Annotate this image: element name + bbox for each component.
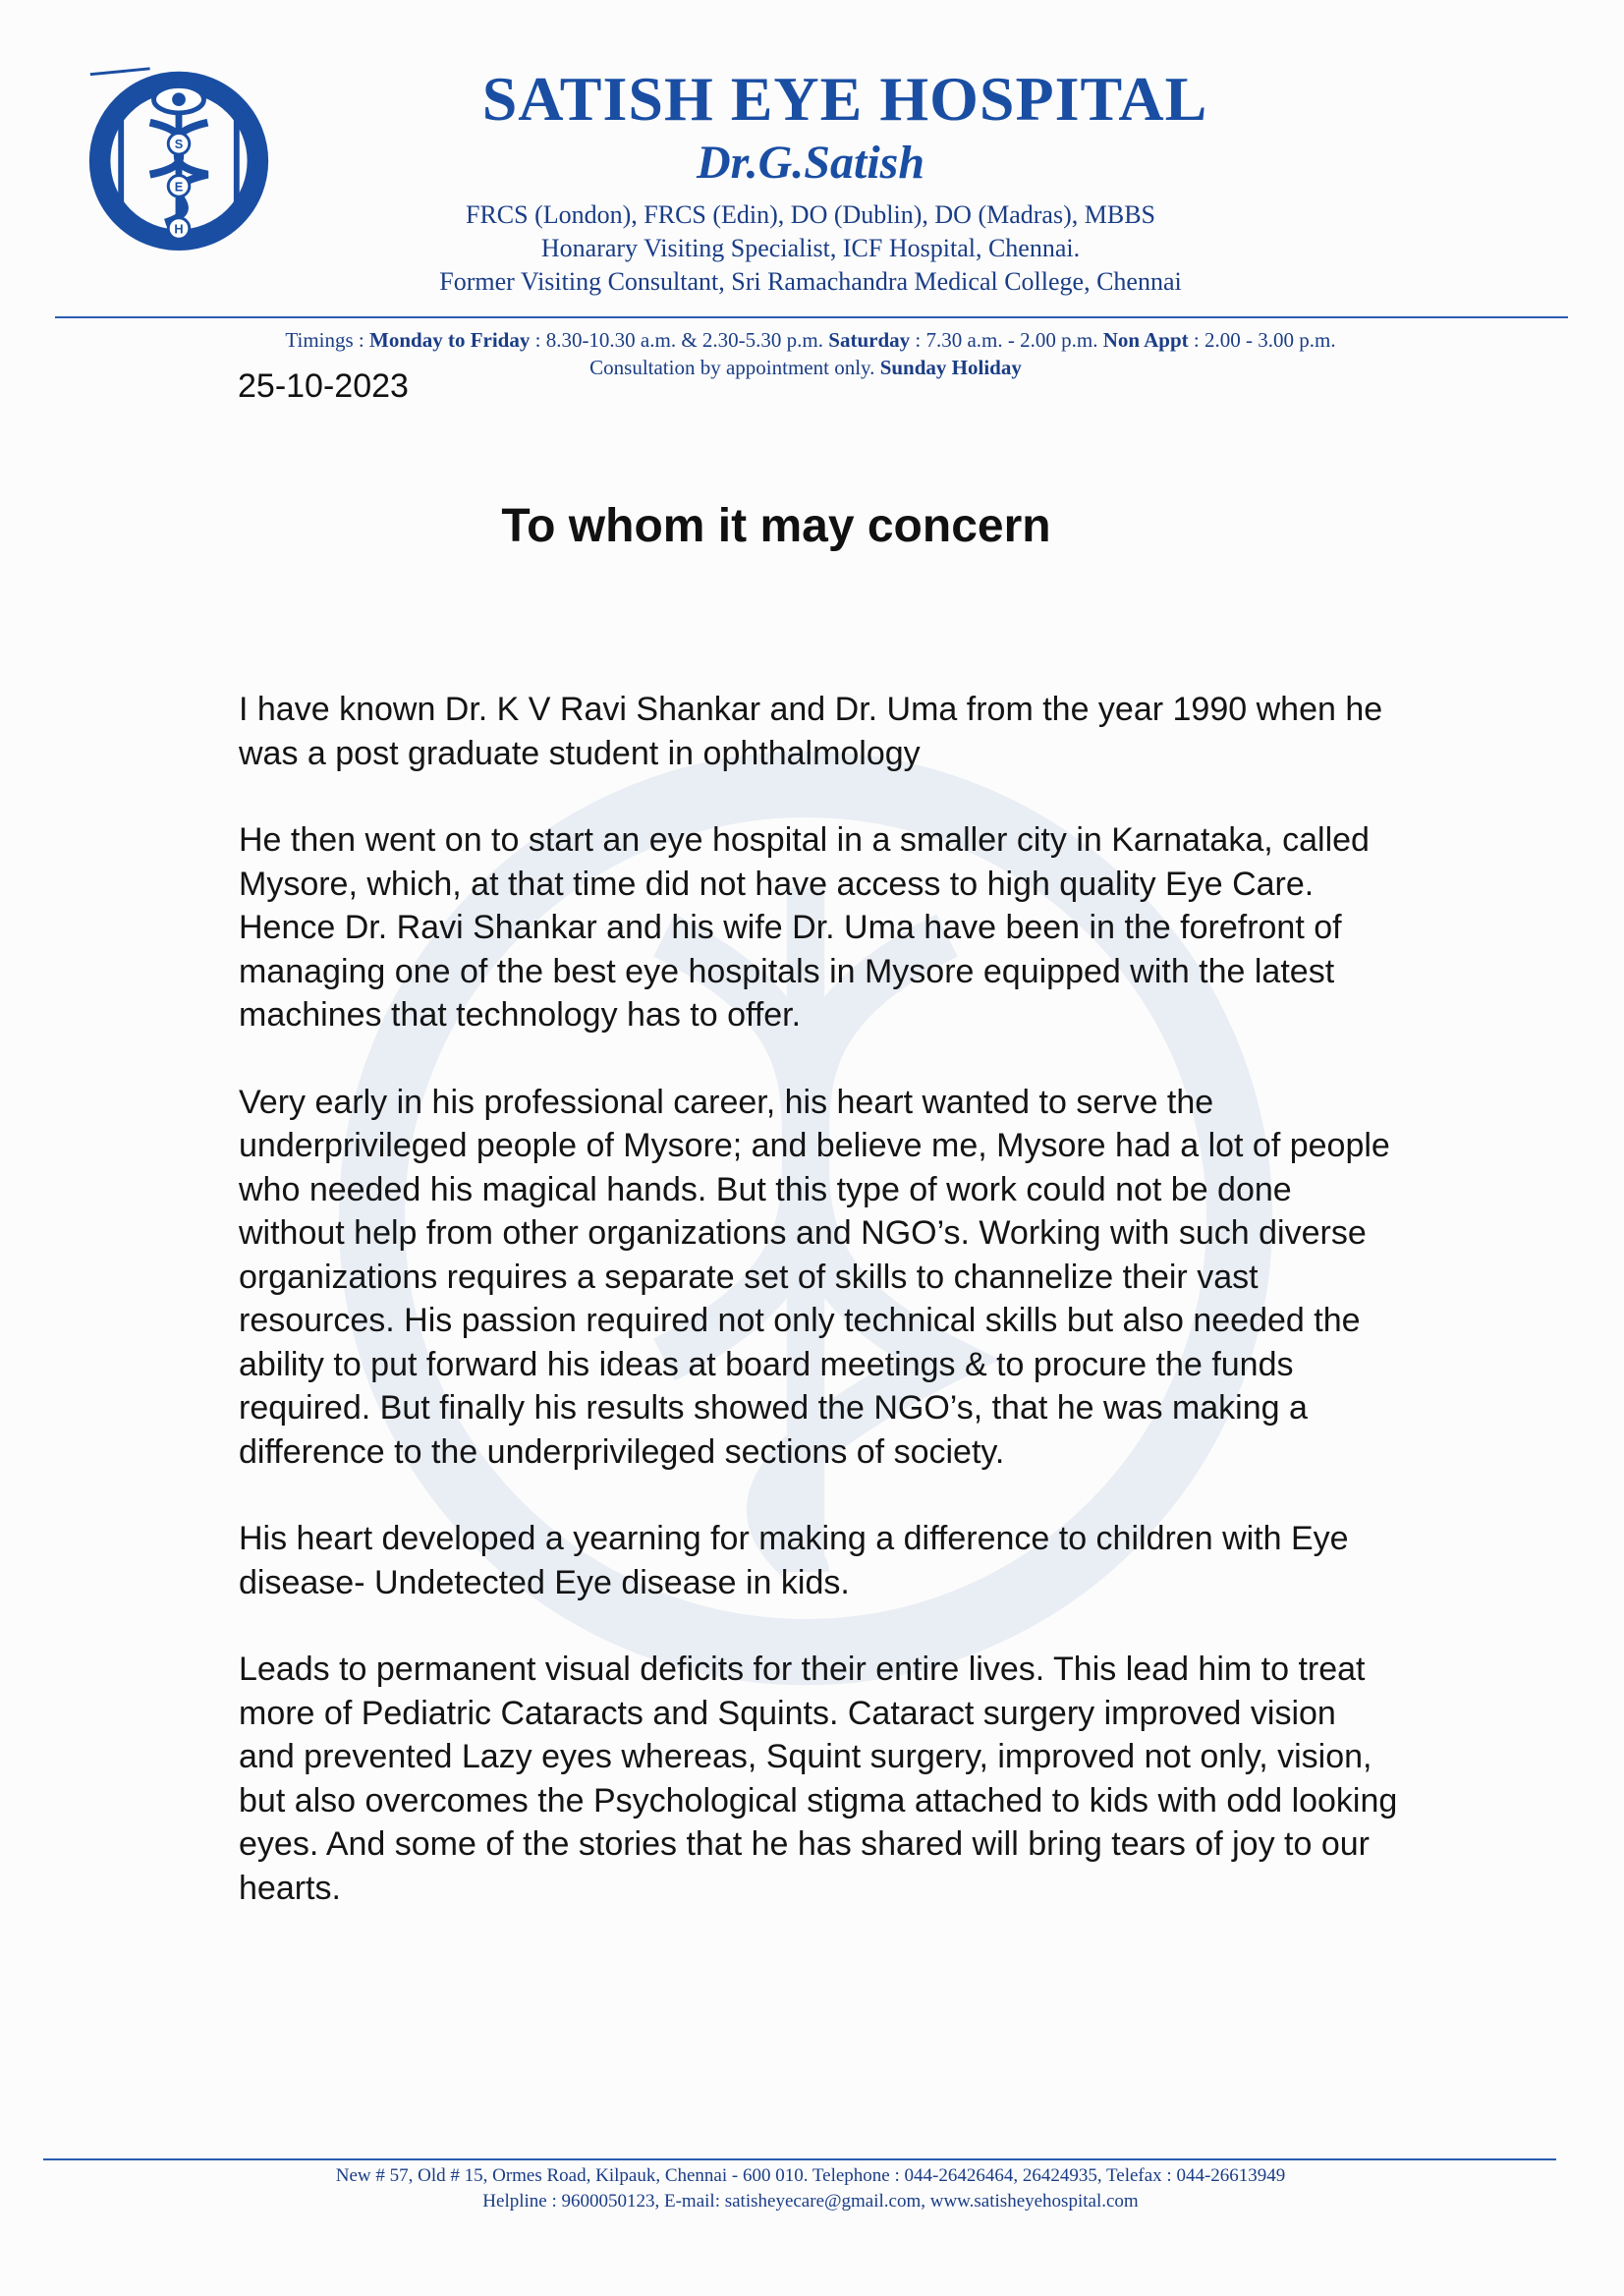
weekday-label: Monday to Friday — [369, 328, 531, 352]
paragraph-3: Very early in his professional career, his heart wanted to serve the underprivileged people of Mysore; and believe me, Mysore had a lot of people who needed his magical hands. But this type of work could not be done without help from other organizations and NGO’s. Working with such diverse organizations requires a separate set of skills to channelize their vast resources. His passion required not only technical skills but also needed the ability to put forward his ideas at board meetings & to procure the funds required. But finally his results showed the NGO’s, that he was making a difference to the underprivileged sections of society. — [239, 1083, 1390, 1471]
paragraph-2: He then went on to start an eye hospital in a smaller city in Karnataka, called Mysore, which, at that time did not have access to high quality Eye Care. Hence Dr. Ravi Shankar and his wife Dr. Uma have been in the forefront of managing one of the best eye hospitals in Mysore equipped with the latest machines that technology has to offer. — [239, 821, 1370, 1034]
letter-body — [239, 688, 1398, 1953]
saturday-hours: : 7.30 a.m. - 2.00 p.m. — [915, 328, 1098, 352]
timings-line — [147, 328, 1474, 353]
credentials-line-2: Honarary Visiting Specialist, ICF Hospital, Chennai. — [540, 234, 1081, 262]
nonappt-label: Non Appt — [1102, 328, 1189, 352]
footer-divider — [43, 2158, 1556, 2160]
timings-label: Timings : — [285, 328, 364, 352]
credentials-line-3: Former Visiting Consultant, Sri Ramachandra Medical College, Chennai — [439, 267, 1182, 296]
weekday-hours: : 8.30-10.30 a.m. & 2.30-5.30 p.m. — [534, 328, 824, 352]
nonappt-hours: : 2.00 - 3.00 p.m. — [1193, 328, 1336, 352]
saturday-label: Saturday — [828, 328, 911, 352]
logo-letter-s: S — [174, 137, 184, 152]
credentials-line-1: FRCS (London), FRCS (Edin), DO (Dublin), DO (Madras), MBBS — [465, 200, 1156, 229]
paragraph-4: His heart developed a yearning for making a difference to children with Eye disease- Undetected Eye disease in kids. — [239, 1520, 1349, 1601]
logo-letter-e: E — [174, 179, 184, 195]
header-divider — [55, 316, 1568, 318]
footer-address: New # 57, Old # 15, Ormes Road, Kilpauk, Chennai - 600 010. Telephone : 044-26426464, 26424935, Telefax : 044-26613949 — [335, 2165, 1286, 2186]
consult-text: Consultation by appointment only. — [589, 356, 875, 379]
holiday-text: Sunday Holiday — [879, 356, 1022, 379]
hospital-name: SATISH EYE HOSPITAL — [481, 64, 1208, 134]
logo-letter-h: H — [174, 221, 184, 237]
paragraph-1: I have known Dr. K V Ravi Shankar and Dr. Uma from the year 1990 when he was a post graduate student in ophthalmology — [239, 691, 1383, 772]
footer-contact: Helpline : 9600050123, E-mail: satisheyecare@gmail.com, www.satisheyehospital.com — [482, 2191, 1139, 2212]
hospital-logo — [83, 61, 275, 253]
consultation-line — [413, 356, 1199, 380]
doctor-name: Dr.G.Satish — [696, 137, 925, 189]
letter-date: 25-10-2023 — [238, 367, 409, 405]
paragraph-5: Leads to permanent visual deficits for their entire lives. This lead him to treat more of Pediatric Cataracts and Squints. Cataract surgery improved vision and prevented Lazy eyes whereas, Squint surgery, improved not only, vision, but also overcomes the Psychological stigma attached to kids with odd looking eyes. And some of the stories that he has shared will bring tears of joy to our hearts. — [239, 1651, 1398, 1907]
letter-heading: To whom it may concern — [501, 500, 1051, 552]
